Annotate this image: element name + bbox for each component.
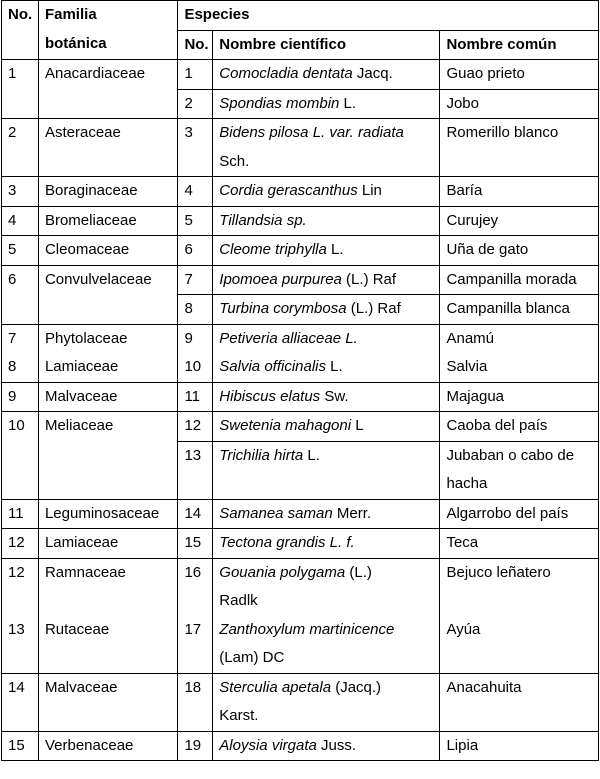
scientific-name-cell bbox=[213, 60, 440, 90]
scientific-name-author: Sw. bbox=[320, 387, 349, 405]
species-no: 5 bbox=[178, 206, 213, 236]
family-no: 11 bbox=[2, 499, 39, 529]
table-row bbox=[2, 236, 599, 266]
scientific-name-italic: Spondias mombin bbox=[219, 94, 340, 112]
scientific-name-cell bbox=[213, 206, 440, 236]
common-name-cell bbox=[440, 60, 599, 90]
scientific-name-author: L. bbox=[326, 241, 344, 258]
family-name bbox=[45, 587, 177, 616]
species-no-cell bbox=[178, 558, 213, 673]
species-no: 11 bbox=[178, 382, 213, 412]
scientific-name-cell bbox=[213, 412, 440, 442]
common-name-cell bbox=[440, 382, 599, 412]
family-name: Leguminosaceae bbox=[38, 499, 177, 529]
scientific-name-italic: Bidens pilosa L. var. radiata bbox=[219, 124, 404, 141]
scientific-name-line bbox=[219, 529, 439, 558]
scientific-name-cell bbox=[213, 177, 440, 207]
family-name: Meliaceae bbox=[38, 412, 177, 500]
species-no: 15 bbox=[178, 529, 213, 559]
table-row bbox=[2, 558, 599, 673]
table-row bbox=[2, 324, 599, 382]
scientific-name-line bbox=[219, 325, 439, 354]
common-name: Campanilla blanca bbox=[446, 300, 570, 317]
species-table bbox=[1, 0, 599, 761]
common-name-cell bbox=[440, 441, 599, 499]
family-name: Malvaceae bbox=[38, 673, 177, 731]
common-name: Ayúa bbox=[446, 620, 481, 638]
family-name: Phytolaceae bbox=[44, 329, 128, 347]
scientific-name-author: L. bbox=[326, 358, 343, 375]
common-name: Guao prieto bbox=[446, 65, 525, 82]
scientific-name-line bbox=[219, 674, 439, 703]
scientific-name-italic: Ipomoea purpurea bbox=[219, 270, 342, 288]
scientific-name-author: Jacq. bbox=[352, 65, 393, 82]
scientific-name-author: Juss. bbox=[316, 736, 357, 754]
table-row bbox=[2, 673, 599, 731]
common-name: Romerillo blanco bbox=[446, 124, 559, 141]
scientific-name-author: (L.) bbox=[345, 563, 372, 581]
scientific-name-author: (L.) Raf bbox=[341, 270, 397, 288]
table-row bbox=[2, 177, 599, 207]
table-row bbox=[2, 412, 599, 442]
species-no: 17 bbox=[184, 620, 202, 638]
header-familia bbox=[38, 1, 177, 60]
header-nombre-cientifico: Nombre científico bbox=[213, 30, 440, 60]
species-no-cell bbox=[178, 324, 213, 382]
common-name-cell bbox=[440, 89, 599, 119]
common-name: Lipia bbox=[446, 736, 479, 754]
common-name: Salvia bbox=[446, 358, 488, 375]
family-no bbox=[8, 587, 38, 616]
scientific-name-italic: Zanthoxylum martinicence bbox=[219, 620, 395, 638]
common-name-cell bbox=[440, 673, 599, 731]
common-name-cell bbox=[440, 499, 599, 529]
family-name: Lamiaceae bbox=[38, 529, 177, 559]
scientific-name-author: Sch. bbox=[219, 152, 250, 170]
common-name bbox=[446, 587, 598, 616]
header-nombre-comun: Nombre común bbox=[440, 30, 599, 60]
scientific-name-author: (L.) Raf bbox=[346, 300, 401, 317]
scientific-name-line bbox=[219, 207, 439, 236]
scientific-name-line bbox=[219, 412, 439, 441]
scientific-name-line bbox=[219, 702, 439, 731]
species-no: 1 bbox=[178, 60, 213, 90]
family-cell bbox=[38, 558, 177, 673]
scientific-name-cell bbox=[213, 324, 440, 382]
header-species-no: No. bbox=[178, 30, 213, 60]
common-name-cell bbox=[440, 324, 599, 382]
family-no: 4 bbox=[2, 206, 39, 236]
scientific-name-line bbox=[219, 732, 439, 761]
table-row bbox=[2, 731, 599, 761]
scientific-name-italic: Samanea saman bbox=[219, 504, 333, 522]
scientific-name-italic: Hibiscus elatus bbox=[219, 387, 321, 405]
species-no: 16 bbox=[184, 563, 202, 581]
species-no: 2 bbox=[178, 89, 213, 119]
scientific-name-italic: Cordia gerascanthus bbox=[219, 182, 358, 199]
family-no: 3 bbox=[2, 177, 39, 207]
scientific-name-line bbox=[219, 148, 439, 177]
scientific-name-line bbox=[219, 295, 439, 324]
scientific-name-italic: Comocladia dentata bbox=[219, 65, 353, 82]
family-cell bbox=[38, 324, 177, 382]
species-no: 4 bbox=[178, 177, 213, 207]
family-no: 5 bbox=[2, 236, 39, 266]
family-no-cell bbox=[2, 324, 39, 382]
family-no: 9 bbox=[2, 382, 39, 412]
species-no: 8 bbox=[178, 295, 213, 325]
common-name: Majagua bbox=[446, 387, 505, 405]
family-name: Ramnaceae bbox=[44, 563, 126, 581]
scientific-name-author: Radlk bbox=[219, 592, 258, 609]
scientific-name-line bbox=[219, 587, 439, 616]
family-no: 15 bbox=[2, 731, 39, 761]
family-name: Convulvelaceae bbox=[38, 265, 177, 324]
common-name: Anamú bbox=[446, 329, 494, 347]
scientific-name-line bbox=[219, 90, 439, 119]
scientific-name-italic: Cleome triphylla bbox=[219, 241, 327, 258]
scientific-name-author: (Jacq.) bbox=[331, 678, 382, 696]
scientific-name-author: Lin bbox=[357, 182, 382, 199]
family-no: 10 bbox=[2, 412, 39, 500]
scientific-name-italic: Tillandsia sp. bbox=[219, 211, 307, 229]
common-name: Campanilla morada bbox=[446, 270, 577, 288]
common-name-cell bbox=[440, 119, 599, 177]
family-name: Rutaceae bbox=[44, 620, 110, 638]
common-name: hacha bbox=[446, 475, 488, 492]
scientific-name-cell bbox=[213, 441, 440, 499]
family-no: 12 bbox=[8, 563, 25, 581]
table-row bbox=[2, 60, 599, 90]
species-no: 18 bbox=[178, 673, 213, 731]
scientific-name-author: L. bbox=[303, 446, 320, 464]
common-name-cell bbox=[440, 265, 599, 295]
scientific-name-italic: Sterculia apetala bbox=[219, 678, 332, 696]
header-familia-line2: botánica bbox=[44, 34, 107, 52]
scientific-name-cell bbox=[213, 119, 440, 177]
scientific-name-line bbox=[219, 119, 439, 148]
family-name: Lamiaceae bbox=[44, 358, 119, 375]
scientific-name-italic: Aloysia virgata bbox=[219, 736, 317, 754]
header-no: No. bbox=[2, 1, 39, 60]
common-name: Bejuco leñatero bbox=[446, 563, 551, 581]
scientific-name-line bbox=[219, 559, 439, 588]
scientific-name-italic: Swetenia mahagoni bbox=[219, 417, 352, 434]
species-no: 10 bbox=[184, 358, 202, 375]
scientific-name-cell bbox=[213, 731, 440, 761]
scientific-name-italic: Tectona grandis L. f. bbox=[219, 534, 355, 551]
table-row bbox=[2, 119, 599, 177]
scientific-name-italic: Gouania polygama bbox=[219, 563, 346, 581]
scientific-name-cell bbox=[213, 295, 440, 325]
species-no bbox=[184, 587, 212, 616]
species-no: 14 bbox=[178, 499, 213, 529]
scientific-name-line bbox=[219, 60, 439, 89]
species-no: 12 bbox=[178, 412, 213, 442]
common-name-cell bbox=[440, 206, 599, 236]
scientific-name-author: Karst. bbox=[219, 707, 259, 724]
scientific-name-cell bbox=[213, 236, 440, 266]
common-name: Anacahuita bbox=[446, 678, 522, 696]
family-name: Malvaceae bbox=[38, 382, 177, 412]
header-row bbox=[2, 1, 599, 31]
common-name: Caoba del país bbox=[446, 417, 548, 434]
scientific-name-author: L. bbox=[339, 94, 357, 112]
scientific-name-line bbox=[219, 442, 439, 471]
scientific-name-line bbox=[219, 236, 439, 265]
family-no: 6 bbox=[2, 265, 39, 324]
scientific-name-line bbox=[219, 177, 439, 206]
scientific-name-line bbox=[219, 353, 439, 382]
common-name: Jubaban o cabo de bbox=[446, 446, 575, 464]
common-name: Teca bbox=[446, 534, 479, 551]
scientific-name-italic: Trichilia hirta bbox=[219, 446, 304, 464]
header-familia-line1: Familia bbox=[44, 6, 97, 23]
common-name-cell bbox=[440, 558, 599, 673]
scientific-name-cell bbox=[213, 499, 440, 529]
scientific-name-cell bbox=[213, 673, 440, 731]
family-name: Asteraceae bbox=[38, 119, 177, 177]
common-name: Curujey bbox=[446, 211, 499, 229]
scientific-name-cell bbox=[213, 529, 440, 559]
species-no: 7 bbox=[178, 265, 213, 295]
table-row bbox=[2, 265, 599, 295]
scientific-name-line bbox=[219, 500, 439, 529]
family-name: Anacardiaceae bbox=[38, 60, 177, 119]
common-name-cell bbox=[440, 177, 599, 207]
scientific-name-author: Merr. bbox=[332, 504, 372, 522]
family-no: 2 bbox=[2, 119, 39, 177]
family-name: Boraginaceae bbox=[38, 177, 177, 207]
table-body bbox=[2, 60, 599, 761]
family-no: 13 bbox=[8, 620, 25, 638]
scientific-name-line bbox=[219, 383, 439, 412]
table-row bbox=[2, 206, 599, 236]
table-row bbox=[2, 529, 599, 559]
scientific-name-author: L bbox=[351, 417, 364, 434]
family-no: 8 bbox=[8, 358, 17, 375]
common-name-cell bbox=[440, 295, 599, 325]
scientific-name-italic: Turbina corymbosa bbox=[219, 300, 347, 317]
table-row bbox=[2, 499, 599, 529]
common-name: Baría bbox=[446, 182, 483, 199]
species-no: 13 bbox=[178, 441, 213, 499]
common-name-cell bbox=[440, 731, 599, 761]
species-no: 9 bbox=[184, 329, 193, 347]
common-name: Jobo bbox=[446, 94, 479, 112]
scientific-name-line bbox=[219, 644, 439, 673]
family-no: 12 bbox=[2, 529, 39, 559]
family-name: Cleomaceae bbox=[38, 236, 177, 266]
scientific-name-line bbox=[219, 616, 439, 645]
scientific-name-cell bbox=[213, 89, 440, 119]
family-no: 14 bbox=[2, 673, 39, 731]
scientific-name-cell bbox=[213, 558, 440, 673]
scientific-name-line bbox=[219, 266, 439, 295]
table-row bbox=[2, 382, 599, 412]
common-name-cell bbox=[440, 529, 599, 559]
header-especies: Especies bbox=[178, 1, 599, 31]
species-no: 6 bbox=[178, 236, 213, 266]
common-name: Uña de gato bbox=[446, 241, 529, 258]
family-no: 7 bbox=[8, 329, 17, 347]
common-name-cell bbox=[440, 412, 599, 442]
family-name: Bromeliaceae bbox=[38, 206, 177, 236]
scientific-name-cell bbox=[213, 382, 440, 412]
scientific-name-italic: Salvia officinalis bbox=[219, 358, 327, 375]
common-name: Algarrobo del país bbox=[446, 504, 569, 522]
species-no: 3 bbox=[178, 119, 213, 177]
species-no: 19 bbox=[178, 731, 213, 761]
family-no: 1 bbox=[2, 60, 39, 119]
scientific-name-cell bbox=[213, 265, 440, 295]
family-no-cell bbox=[2, 558, 39, 673]
family-name: Verbenaceae bbox=[38, 731, 177, 761]
scientific-name-author: (Lam) DC bbox=[219, 649, 285, 666]
scientific-name-italic: Petiveria alliaceae L. bbox=[219, 329, 358, 347]
common-name-cell bbox=[440, 236, 599, 266]
